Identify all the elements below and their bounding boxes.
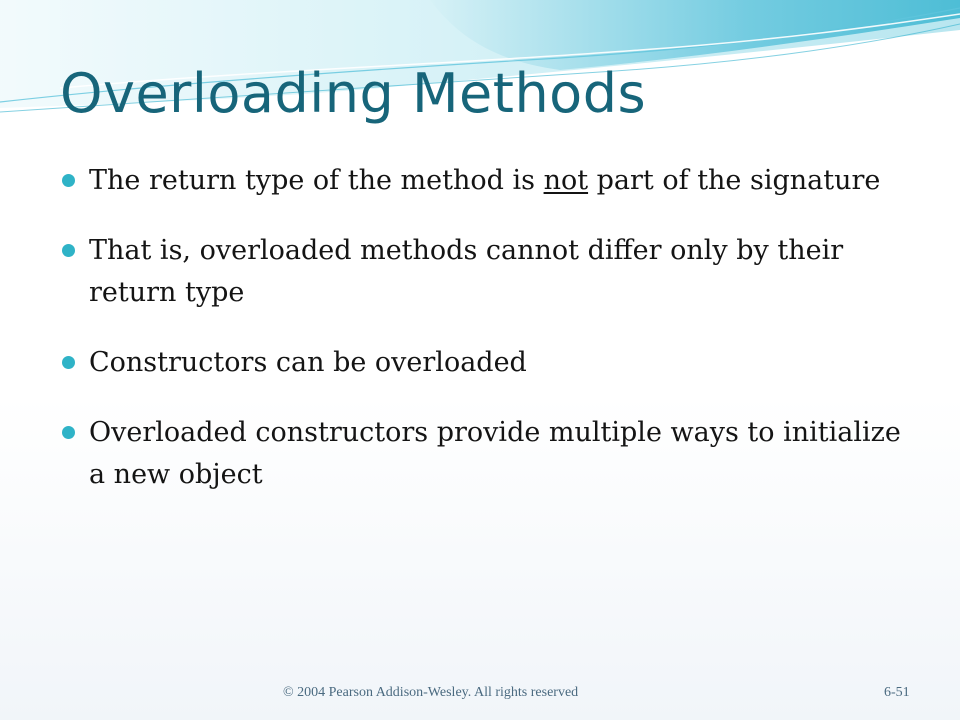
slide-title: Overloading Methods <box>60 62 647 125</box>
bullet-dot-icon <box>62 244 75 257</box>
bullet-item <box>62 160 912 202</box>
bullet-dot-icon <box>62 174 75 187</box>
bullet-text-underlined: not <box>543 165 589 196</box>
bullet-text-part: The return type of the method is <box>89 165 544 196</box>
footer-copyright: © 2004 Pearson Addison-Wesley. All rights reserved <box>283 685 579 700</box>
footer-page-number: 6-51 <box>884 685 910 700</box>
bullet-item <box>62 412 912 496</box>
bullet-dot-icon <box>62 426 75 439</box>
bullet-text: Constructors can be overloaded <box>89 347 527 378</box>
bullet-list <box>62 160 912 524</box>
bullet-text: Overloaded constructors provide multiple ways to initialize a new object <box>89 417 901 490</box>
bullet-item <box>62 230 912 314</box>
bullet-text-part: part of the signature <box>588 165 881 196</box>
bullet-item <box>62 342 912 384</box>
bullet-dot-icon <box>62 356 75 369</box>
bullet-text <box>89 165 880 196</box>
bullet-text: That is, overloaded methods cannot differ only by their return type <box>89 235 844 308</box>
